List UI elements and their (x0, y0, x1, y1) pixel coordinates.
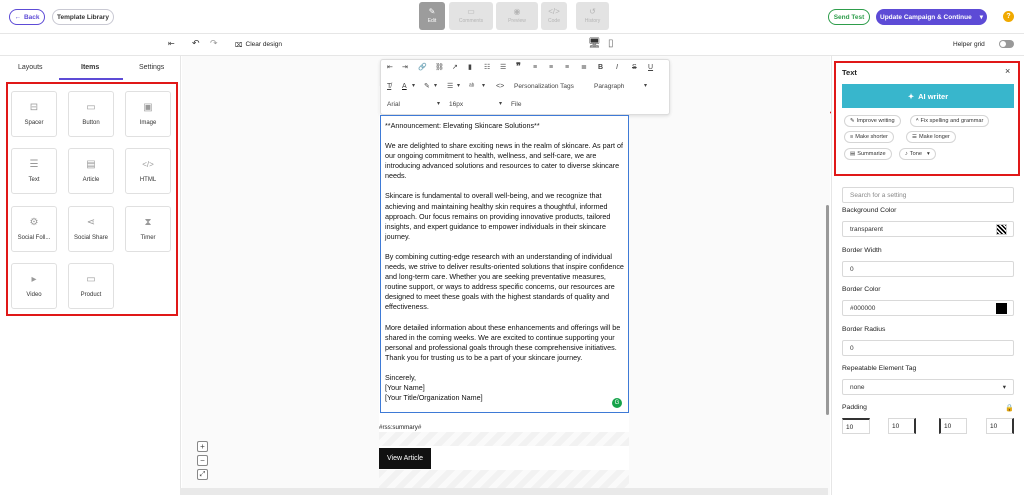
file-menu[interactable]: File (511, 101, 522, 108)
paragraph-dropdown[interactable]: Paragraph ▾ (594, 83, 648, 90)
desktop-icon[interactable]: 🖥 (588, 38, 601, 49)
repeatable-element-select[interactable]: none ▾ (842, 379, 1014, 395)
setting-search-input[interactable]: Search for a setting (842, 187, 1014, 203)
tab-settings[interactable]: Settings (139, 64, 165, 71)
redo-icon[interactable]: ↷ (210, 38, 218, 48)
open-link-icon[interactable]: ↗ (452, 64, 458, 71)
item-html[interactable]: </> HTML (125, 148, 171, 194)
border-width-label: Border Width (842, 247, 882, 254)
chevron-down-icon: ▾ (437, 101, 441, 107)
fit-screen-button[interactable]: ⤢ (197, 469, 208, 480)
chevron-down-icon[interactable]: ▾ (412, 83, 416, 89)
make-longer-chip[interactable]: ☰ Make longer (906, 131, 956, 143)
font-family-dropdown[interactable]: Arial ▾ (387, 101, 441, 108)
improve-writing-chip[interactable]: ✎ Improve writing (844, 115, 901, 127)
hatch-row (379, 470, 629, 490)
code-icon: </> (548, 7, 560, 16)
back-button[interactable]: ← Back (9, 9, 45, 25)
repeatable-element-label: Repeatable Element Tag (842, 365, 917, 372)
item-social-share[interactable]: ⋖ Social Share (68, 206, 114, 252)
spellcheck-icon: ᴬ (916, 118, 919, 124)
tab-layouts[interactable]: Layouts (18, 64, 43, 71)
history-icon: ↺ (589, 7, 596, 16)
text-editor-block[interactable] (380, 115, 629, 413)
item-product[interactable]: ▭ Product (68, 263, 114, 309)
tone-icon: ♪ (905, 151, 908, 157)
italic-icon[interactable]: I (616, 64, 618, 71)
lengthen-icon: ☰ (912, 134, 918, 140)
mode-comments[interactable]: ▭ Comments (449, 2, 493, 30)
announcement-heading: **Announcement: Elevating Skincare Solutions** (385, 121, 540, 130)
hatch-row (379, 432, 629, 446)
template-library-button[interactable]: Template Library (52, 9, 114, 25)
mode-edit[interactable]: ✎ Edit (419, 2, 445, 30)
body-paragraph: By combining cutting-edge research with an understanding of individual needs, we strive to deliver results-oriented solutions that inspire confidence and long-term care. Whether you are seeking preventative measures, routine support, or ways to address specific concerns, our resources are designed to meet these goals with the highest standards of quality and effectiveness. (385, 251, 624, 312)
chevron-down-icon: ▾ (1002, 384, 1006, 391)
link-icon[interactable]: 🔗 (418, 64, 427, 71)
item-spacer[interactable]: ⊟ Spacer (11, 91, 57, 137)
eye-icon: ◉ (513, 7, 521, 16)
summarize-icon: ▤ (850, 151, 856, 157)
item-article[interactable]: ▤ Article (68, 148, 114, 194)
item-text[interactable]: ☰ Text (11, 148, 57, 194)
helper-grid-label: Helper grid (953, 41, 985, 48)
background-color-field[interactable]: transparent (842, 221, 1014, 237)
chevron-down-icon[interactable]: ▾ (457, 83, 461, 89)
close-icon[interactable]: × (1005, 66, 1011, 76)
clear-format-icon[interactable]: T̸ (387, 83, 392, 90)
quote-icon[interactable]: ❞ (516, 61, 521, 71)
send-test-button[interactable]: Send Test (828, 9, 870, 25)
item-image[interactable]: ▣ Image (125, 91, 171, 137)
panel-title: Text (842, 68, 857, 77)
mode-preview[interactable]: ◉ Preview (496, 2, 538, 30)
align-right-icon[interactable]: ≡ (565, 64, 570, 71)
body-paragraph: We are delighted to share exciting news in the realm of skincare. As part of our ongoing commitment to health, wellness, and self-care, we are introducing advanced solutions and resources to cater to diverse skincare needs. (385, 141, 623, 181)
signoff-name: [Your Name] (385, 382, 425, 392)
signoff-line: Sincerely, (385, 372, 417, 382)
summarize-chip[interactable]: ▤ Summarize (844, 148, 892, 160)
border-color-label: Border Color (842, 286, 881, 293)
ai-writer-button[interactable]: ✦ AI writer (842, 84, 1014, 108)
pencil-icon: ✎ (428, 7, 436, 16)
video-icon: ▸ (31, 274, 37, 285)
active-tab-indicator (59, 78, 123, 80)
border-color-swatch[interactable] (996, 303, 1007, 314)
clear-icon: ⌧ (235, 42, 243, 49)
image-icon: ▣ (143, 102, 153, 113)
product-icon: ▭ (86, 274, 96, 285)
source-code-icon[interactable]: <> (496, 83, 505, 90)
chevron-down-icon: ▾ (644, 83, 648, 89)
padding-label: Padding (842, 404, 867, 411)
unlink-icon[interactable]: ⛓ (435, 64, 444, 71)
underline-icon[interactable]: U (648, 64, 654, 71)
align-center-icon[interactable]: ≡ (549, 64, 554, 71)
html-icon: </> (142, 160, 154, 169)
spellcheck-icon[interactable]: ᵃᵇ (469, 83, 475, 90)
chevron-down-icon[interactable]: ▾ (482, 83, 486, 89)
top-bar (0, 0, 1024, 34)
text-color-icon[interactable]: A (402, 83, 407, 90)
body-paragraph: Skincare is fundamental to overall well-being, and we recognize that achieving and maintaining healthy skin requires a thoughtful, informed approach. Our focus remains on providing innovative products, tailored insights, and expert guidance to empower individuals in their skincare journey. (385, 191, 611, 241)
padding-right-field[interactable]: 10 (888, 418, 916, 434)
outdent-icon[interactable]: ⇤ (387, 64, 393, 71)
rss-summary-tag: #rss:summary# (379, 424, 422, 431)
mobile-icon[interactable]: ▯ (608, 38, 614, 49)
spacer-icon: ⊟ (29, 102, 39, 113)
personalization-tags-dropdown[interactable]: Personalization Tags (514, 83, 574, 90)
highlight-icon[interactable]: ✎ (424, 83, 430, 90)
transparent-swatch[interactable] (996, 224, 1007, 235)
chevron-down-icon: ▾ (926, 151, 930, 157)
padding-bottom-field[interactable]: 10 (986, 418, 1014, 434)
lock-icon[interactable]: 🔒 (1005, 405, 1014, 412)
collapse-icon[interactable]: ⇤ (168, 39, 175, 48)
article-icon: ▤ (86, 159, 96, 170)
fix-spelling-chip[interactable]: ᴬ Fix spelling and grammar (910, 115, 989, 127)
mode-history[interactable]: ↺ History (576, 2, 609, 30)
align-left-icon[interactable]: ≡ (533, 64, 538, 71)
comment-icon: ▭ (467, 7, 475, 16)
wand-icon: ✎ (850, 118, 855, 124)
tab-items[interactable]: Items (81, 64, 100, 71)
line-height-icon[interactable]: ☰ (447, 83, 454, 90)
text-icon: ☰ (29, 159, 39, 170)
body-paragraph: More detailed information about these enhancements and offerings will be shared in the coming weeks. We are excited to continue supporting your personal and professional goals through these comprehensive initiatives. Thank you for trusting us to be a part of your skincare journey. (385, 322, 621, 362)
chevron-down-icon: ▾ (499, 101, 503, 107)
helper-grid-toggle[interactable] (999, 40, 1014, 48)
share-icon: ⋖ (86, 217, 96, 228)
chevron-down-icon[interactable]: ▾ (434, 83, 438, 89)
justify-icon[interactable]: ≣ (581, 64, 587, 71)
item-social-follow[interactable]: ⚙ Social Foll... (11, 206, 57, 252)
background-color-label: Background Color (842, 207, 897, 214)
ordered-list-icon[interactable]: ☷ (484, 64, 491, 71)
item-button[interactable]: ▭ Button (68, 91, 114, 137)
padding-top-field[interactable]: 10 (842, 418, 870, 434)
clear-design-button[interactable]: ⌧ Clear design (235, 41, 282, 49)
signoff-title: [Your Title/Organization Name] (385, 393, 483, 403)
bookmark-icon[interactable]: ▮ (468, 64, 472, 71)
border-color-field[interactable]: #000000 (842, 300, 1014, 316)
zoom-in-button[interactable]: + (197, 441, 208, 452)
border-radius-label: Border Radius (842, 326, 886, 333)
shorten-icon: ≡ (850, 134, 854, 140)
border-width-field[interactable]: 0 (842, 261, 1014, 277)
bullet-list-icon[interactable]: ☰ (500, 64, 507, 71)
tone-chip[interactable]: ♪ Tone ▾ (899, 148, 936, 160)
arrow-left-icon: ← (14, 13, 21, 21)
chevron-down-icon: ▾ (979, 14, 983, 21)
button-icon: ▭ (86, 102, 96, 113)
horizontal-scrollbar[interactable] (180, 488, 828, 495)
item-video[interactable]: ▸ Video (11, 263, 57, 309)
design-subbar (0, 34, 1024, 56)
item-timer[interactable]: ⧗ Timer (125, 206, 171, 252)
update-campaign-button[interactable]: Update Campaign & Continue ▾ (876, 9, 987, 25)
make-shorter-chip[interactable]: ≡ Make shorter (844, 131, 894, 143)
grammarly-icon[interactable]: G (612, 398, 622, 408)
indent-icon[interactable]: ⇥ (402, 64, 408, 71)
bold-icon[interactable]: B (598, 64, 604, 71)
padding-left-field[interactable]: 10 (939, 418, 967, 434)
strikethrough-icon[interactable]: S (632, 64, 637, 71)
social-follow-icon: ⚙ (29, 217, 39, 228)
help-icon[interactable]: ? (1003, 11, 1014, 22)
view-article-button[interactable]: View Article (379, 448, 431, 469)
zoom-out-button[interactable]: − (197, 455, 208, 466)
border-radius-field[interactable]: 0 (842, 340, 1014, 356)
hourglass-icon: ⧗ (144, 217, 152, 228)
canvas-scrollbar[interactable] (826, 205, 829, 415)
font-size-dropdown[interactable]: 16px ▾ (449, 101, 503, 108)
mode-code[interactable]: </> Code (541, 2, 567, 30)
undo-icon[interactable]: ↶ (192, 38, 200, 48)
sparkle-icon: ✦ (907, 91, 915, 101)
